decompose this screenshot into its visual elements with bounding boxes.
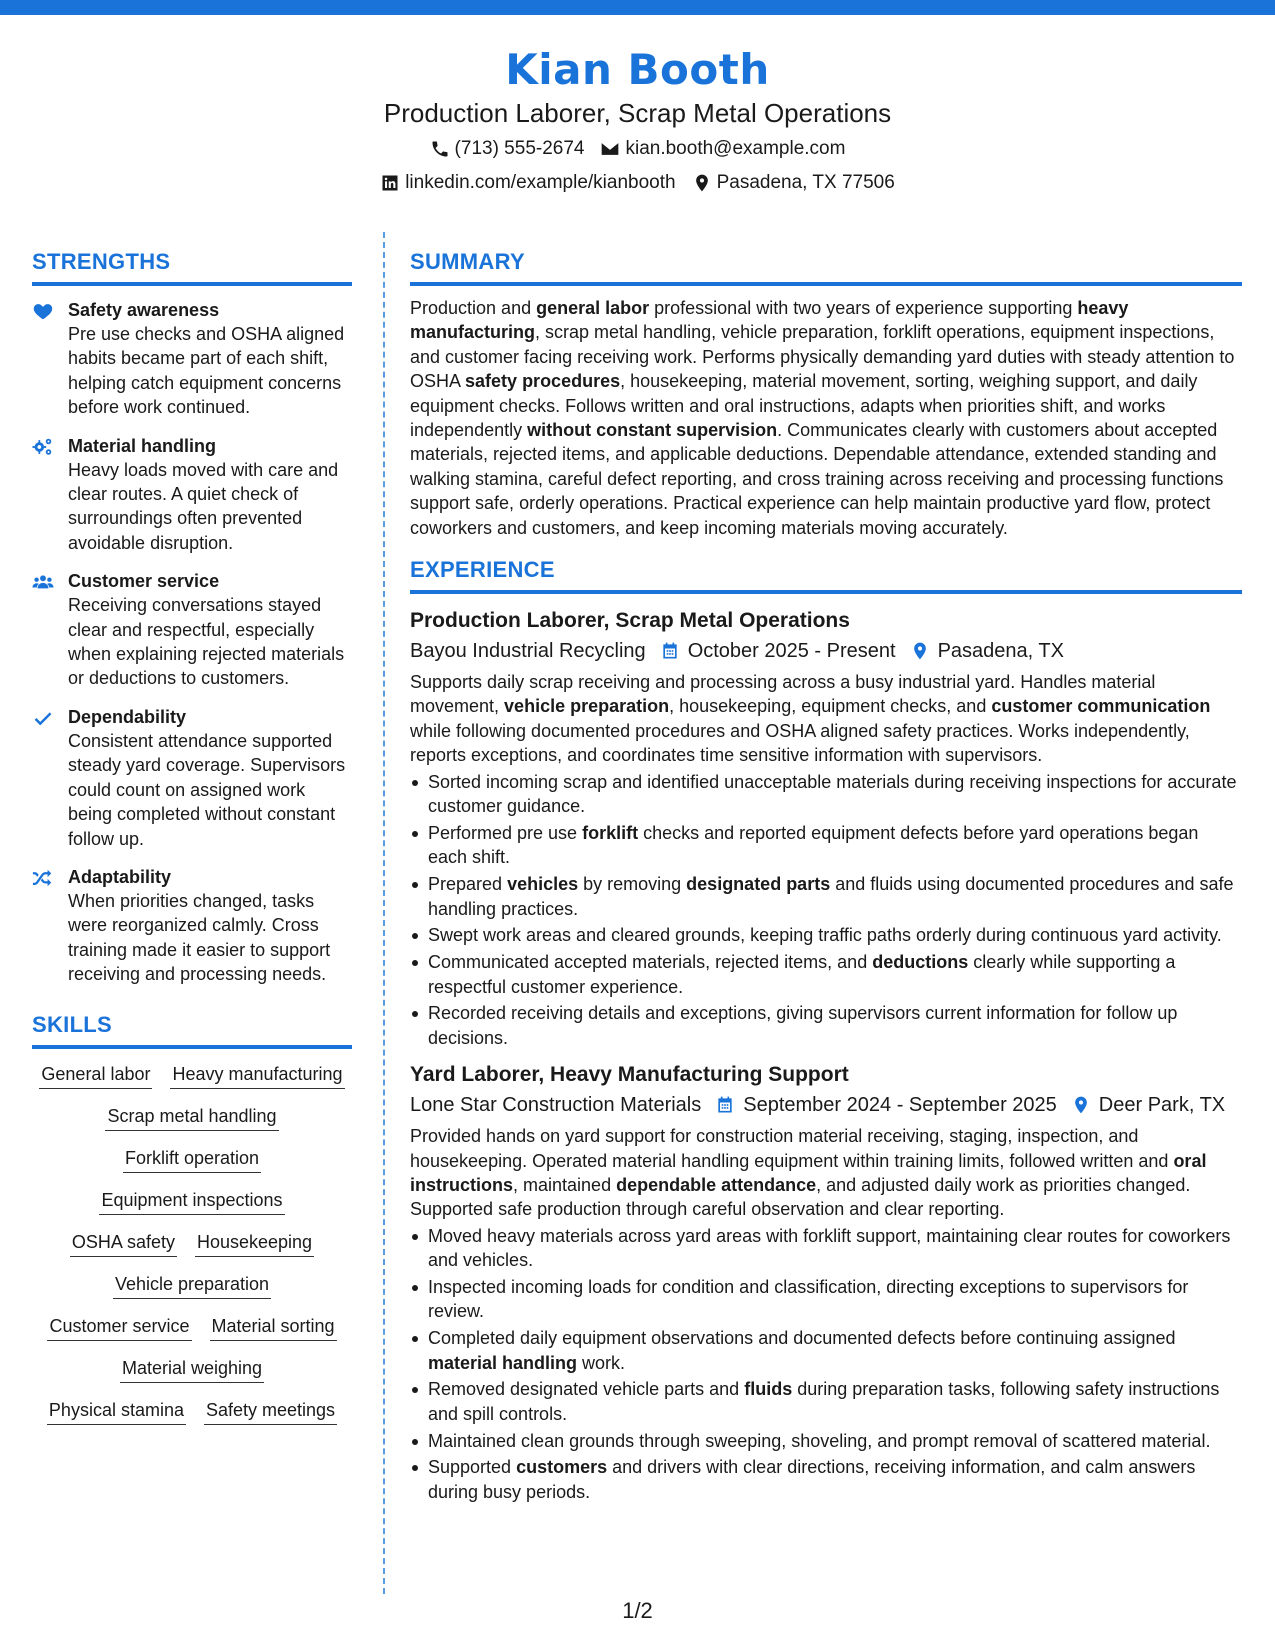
skill-tag: Material sorting xyxy=(210,1313,337,1341)
job-location: Deer Park, TX xyxy=(1098,1094,1226,1117)
phone-text: (713) 555-2674 xyxy=(454,138,585,159)
bullet-item: Moved heavy materials across yard areas with forklift support, maintaining clear routes for coworkers and vehicles. xyxy=(410,1224,1242,1273)
skill-tag: Customer service xyxy=(47,1313,191,1341)
strength-item xyxy=(32,705,352,851)
experience-list xyxy=(410,606,1242,1504)
gears-icon xyxy=(32,436,54,458)
bullet-item: Sorted incoming scrap and identified unacceptable materials during receiving inspections for accurate customer guidance. xyxy=(410,770,1242,819)
skill-tag: Material weighing xyxy=(120,1355,264,1383)
job-entry xyxy=(410,606,1242,1050)
bullet-item: Supported customers and drivers with clear directions, receiving information, and calm answers during busy periods. xyxy=(410,1455,1242,1504)
contact-location xyxy=(692,168,895,198)
strength-description: When priorities changed, tasks were reorganized calmly. Cross training made it easier to support receiving and processing needs. xyxy=(68,890,331,985)
job-dates: October 2025 - Present xyxy=(687,640,896,663)
job-dates: September 2024 - September 2025 xyxy=(743,1094,1057,1117)
right-column xyxy=(410,246,1242,1514)
strength-title: Customer service xyxy=(68,571,220,592)
strength-item xyxy=(32,298,352,420)
strength-item xyxy=(32,865,352,987)
left-column xyxy=(32,246,352,1439)
job-company: Lone Star Construction Materials xyxy=(410,1094,702,1117)
strength-title: Adaptability xyxy=(68,866,172,887)
column-divider xyxy=(383,232,385,1594)
job-title: Production Laborer, Scrap Metal Operations xyxy=(410,609,850,633)
skill-tag: General labor xyxy=(39,1061,152,1089)
heart-icon xyxy=(32,300,54,322)
skill-row xyxy=(39,1061,344,1089)
skill-tag: Safety meetings xyxy=(204,1397,337,1425)
envelope-icon xyxy=(600,139,620,159)
job-title: Yard Laborer, Heavy Manufacturing Support xyxy=(410,1063,849,1087)
skill-tag: Physical stamina xyxy=(47,1397,186,1425)
bullet-item: Completed daily equipment observations and documented defects before continuing assigned material handling work. xyxy=(410,1326,1242,1375)
summary-heading: SUMMARY xyxy=(410,246,1242,286)
users-icon xyxy=(32,571,54,593)
map-pin-icon xyxy=(1071,1095,1091,1115)
map-pin-icon xyxy=(910,641,930,661)
bullet-item: Swept work areas and cleared grounds, keeping traffic paths orderly during continuous yard activity. xyxy=(410,923,1242,947)
skill-row xyxy=(123,1145,261,1173)
contact-linkedin[interactable] xyxy=(380,168,675,198)
bullet-item: Removed designated vehicle parts and fluids during preparation tasks, following safety instructions and spill controls. xyxy=(410,1377,1242,1426)
strength-description: Heavy loads moved with care and clear routes. A quiet check of surroundings often prevented avoidable disruption. xyxy=(68,459,339,553)
job-bullets xyxy=(410,770,1242,1050)
strength-item xyxy=(32,569,352,691)
skill-row xyxy=(113,1271,271,1299)
candidate-name: Kian Booth xyxy=(505,45,770,94)
job-company: Bayou Industrial Recycling xyxy=(410,640,646,663)
skill-tag: Scrap metal handling xyxy=(105,1103,278,1131)
skill-row xyxy=(47,1313,336,1341)
contact-row-1 xyxy=(0,134,1275,164)
experience-heading: EXPERIENCE xyxy=(410,554,1242,594)
skills-list xyxy=(32,1061,352,1439)
skill-row xyxy=(70,1229,314,1257)
strength-title: Material handling xyxy=(68,435,217,456)
skill-row xyxy=(47,1397,337,1425)
strength-description: Receiving conversations stayed clear and respectful, especially when explaining rejected materials or deductions to customers. xyxy=(68,595,345,689)
email-text: kian.booth@example.com xyxy=(625,138,846,159)
skill-tag: Forklift operation xyxy=(123,1145,261,1173)
bullet-item: Performed pre use forklift checks and reported equipment defects before yard operations began each shift. xyxy=(410,821,1242,870)
candidate-title: Production Laborer, Scrap Metal Operations xyxy=(383,98,892,128)
skill-tag: Equipment inspections xyxy=(99,1187,284,1215)
top-accent-bar xyxy=(0,0,1275,15)
job-description: Provided hands on yard support for construction material receiving, staging, inspection, and housekeeping. Operated material handling equipment within training limits, followed written and oral instructions, maintained dependable attendance, and adjusted daily work as priorities changed. Supported safe production through careful observation and clear reporting. xyxy=(410,1126,1207,1220)
check-icon xyxy=(32,707,54,729)
job-location: Pasadena, TX xyxy=(937,640,1064,663)
strength-title: Dependability xyxy=(68,706,187,727)
bullet-item: Prepared vehicles by removing designated parts and fluids using documented procedures and safe handling practices. xyxy=(410,872,1242,921)
skill-tag: Vehicle preparation xyxy=(113,1271,271,1299)
bullet-item: Inspected incoming loads for condition and classification, directing exceptions to supervisors for review. xyxy=(410,1275,1242,1324)
bullet-item: Recorded receiving details and exceptions, giving supervisors current information for follow up decisions. xyxy=(410,1001,1242,1050)
skills-heading: SKILLS xyxy=(32,1009,352,1049)
job-meta xyxy=(410,636,1242,666)
page-number: 1/2 xyxy=(622,1598,653,1623)
calendar-icon xyxy=(660,641,680,661)
strengths-list xyxy=(32,298,352,987)
contact-email[interactable] xyxy=(600,134,845,164)
job-description: Supports daily scrap receiving and processing across a busy industrial yard. Handles material movement, vehicle preparation, housekeeping, equipment checks, and customer communication while following documented procedures and OSHA aligned safety practices. Works independently, reports exceptions, and coordinates time sensitive information with supervisors. xyxy=(410,672,1211,766)
summary-text: Production and general labor professional with two years of experience supporting heavy manufacturing, scrap metal handling, vehicle preparation, forklift operations, equipment inspections, and customer facing receiving work. Performs physically demanding yard duties with steady attention to OSHA safety procedures, housekeeping, material movement, sorting, weighing support, and daily equipment checks. Follows written and oral instructions, adapts when priorities shift, and works independently without constant supervision. Communicates clearly with customers about accepted materials, rejected items, and applicable deductions. Dependable attendance, extended standing and walking stamina, careful defect reporting, and cross training across receiving and processing functions support safe, orderly operations. Practical experience can help maintain productive yard flow, protect coworkers and customers, and keep incoming materials moving accurately. xyxy=(410,298,1235,538)
bullet-item: Maintained clean grounds through sweeping, shoveling, and prompt removal of scattered material. xyxy=(410,1429,1242,1453)
job-meta xyxy=(410,1090,1242,1120)
skill-row xyxy=(99,1187,284,1215)
skill-tag: Heavy manufacturing xyxy=(170,1061,344,1089)
phone-icon xyxy=(430,139,450,159)
job-bullets xyxy=(410,1224,1242,1504)
skill-row xyxy=(120,1355,264,1383)
strengths-heading: STRENGTHS xyxy=(32,246,352,286)
shuffle-icon xyxy=(32,867,54,889)
strength-item xyxy=(32,434,352,556)
linkedin-icon xyxy=(380,173,400,193)
calendar-icon xyxy=(715,1095,735,1115)
skill-row xyxy=(105,1103,278,1131)
skill-tag: OSHA safety xyxy=(70,1229,177,1257)
contact-row-2 xyxy=(0,168,1275,198)
location-text: Pasadena, TX 77506 xyxy=(716,172,895,193)
linkedin-text: linkedin.com/example/kianbooth xyxy=(405,172,676,193)
contact-phone[interactable] xyxy=(430,134,585,164)
job-entry xyxy=(410,1060,1242,1504)
map-pin-icon xyxy=(692,173,712,193)
skill-tag: Housekeeping xyxy=(195,1229,314,1257)
strength-description: Consistent attendance supported steady yard coverage. Supervisors could count on assigned work being completed without constant follow up. xyxy=(68,730,346,849)
strength-title: Safety awareness xyxy=(68,300,220,320)
strength-description: Pre use checks and OSHA aligned habits became part of each shift, helping catch equipment concerns before work continued. xyxy=(68,324,345,418)
bullet-item: Communicated accepted materials, rejected items, and deductions clearly while supporting a respectful customer experience. xyxy=(410,950,1242,999)
resume-header xyxy=(0,44,1275,198)
